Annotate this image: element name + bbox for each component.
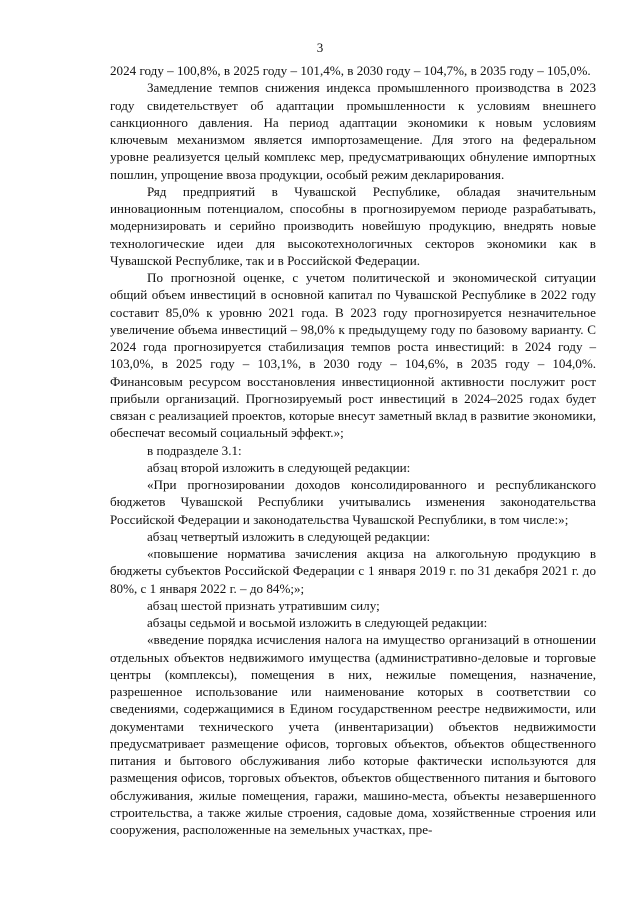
- paragraph-9: «повышение норматива зачисления акциза на алкогольную продукцию в бюджеты субъектов Российской Федерации с 1 января 2019 г. по 31 декабря 2021 г. до 80%, с 1 января 2022 г. – до 84%;»;: [110, 546, 596, 596]
- paragraph-8: абзац четвертый изложить в следующей редакции:: [147, 528, 431, 544]
- paragraph-2: Замедление темпов снижения индекса промышленного производства в 2023 году свидетельствует об адаптации промышленности к условиям внешнего санкционного давления. На период адаптации экономики к новым условиям ключевым механизмом является импортозамещение. Для этого на федеральном уровне реализуется целый комплекс мер, предусматривающих обнуление импортных пошлин, упрощение ввоза продукции, особый режим декларирования.: [110, 80, 596, 182]
- page-number: 3: [316, 40, 324, 55]
- paragraph-10: абзац шестой признать утратившим силу;: [147, 597, 380, 613]
- paragraph-12: «введение порядка исчисления налога на имущество организаций в отношении отдельных объектов недвижимого имущества (административно-деловые и торговые центры (комплексы), помещения в них, нежилые помещения, назначение, разрешенное использование или наименование которых в соответствии со сведениями, содержащимися в Едином государственном реестре недвижимости, или документами технического учета (инвентаризации) объектов недвижимости предусматривает размещение офисов, торговых объектов, объектов общественного питания и бытового обслуживания либо которые фактически используются для размещения офисов, торговых объектов, объектов общественного питания и бытового обслуживания, жилые помещения, гаражи, машино-места, объекты незавершенного строительства, а также жилые строения, садовые дома, хозяйственные строения или сооружения, расположенные на земельных участках, пре-: [110, 632, 596, 837]
- paragraph-4: По прогнозной оценке, с учетом политической и экономической ситуации общий объем инвестиций в основной капитал по Чувашской Республике в 2022 году составит 85,0% к уровню 2021 года. В 2023 году прогнозируется незначительное увеличение объема инвестиций – 98,0% к предыдущему году по базовому варианту. С 2024 года прогнозируется стабилизация темпов роста инвестиций: в 2024 году – 103,0%, в 2025 году – 103,1%, в 2030 году – 104,6%, в 2035 году – 104,0%. Финансовым ресурсом восстановления инвестиционной активности послужит рост прибыли организаций. Прогнозируемый рост инвестиций в 2024–2025 годах будет связан с реализацией проектов, которые внесут заметный вклад в развитие экономики, обеспечат весомый социальный эффект.»;: [110, 270, 596, 441]
- paragraph-11: абзацы седьмой и восьмой изложить в следующей редакции:: [147, 615, 488, 630]
- paragraph-7: «При прогнозировании доходов консолидированного и республиканского бюджетов Чувашской Республики учитывались изменения законодательства Российской Федерации и законодательства Чувашской Республики, в том числе:»;: [110, 477, 596, 527]
- paragraph-6: абзац второй изложить в следующей редакции:: [147, 459, 411, 475]
- paragraph-3: Ряд предприятий в Чувашской Республике, обладая значительным инновационным потенциалом, способны в прогнозируемом периоде разрабатывать, модернизировать и серийно производить новейшую продукцию, внедрять новые технологические идеи для высокотехнологичных секторов экономики как в Чувашской Республике, так и в Российской Федерации.: [110, 183, 596, 268]
- document-body: [110, 62, 596, 838]
- paragraph-5: в подразделе 3.1:: [147, 442, 242, 458]
- paragraph-1: 2024 году – 100,8%, в 2025 году – 101,4%, в 2030 году – 104,7%, в 2035 году – 105,0%.: [110, 63, 591, 78]
